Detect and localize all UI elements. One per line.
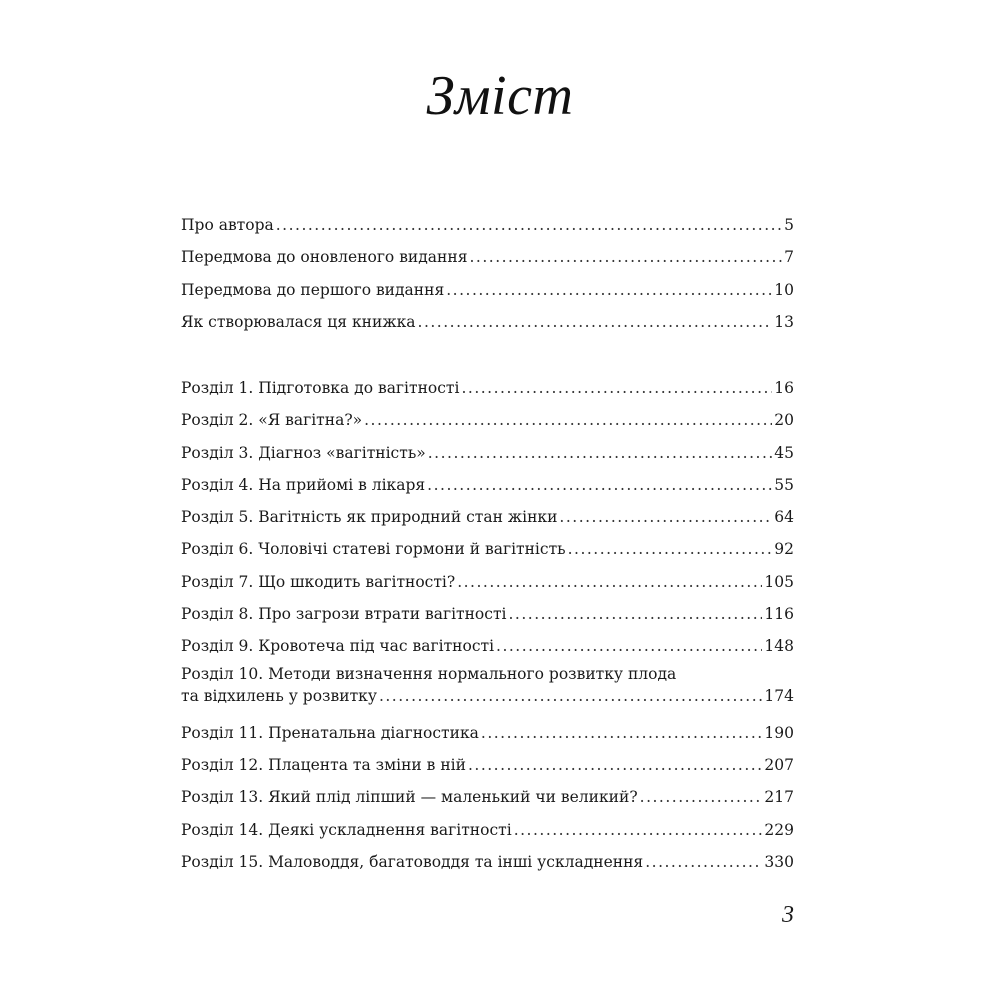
toc-entry-label: Розділ 6. Чоловічі статеві гормони й вагітність bbox=[181, 540, 566, 559]
toc-entry-label: Розділ 15. Маловоддя, багатоводдя та інші ускладнення bbox=[181, 852, 644, 871]
dot-leader bbox=[568, 533, 773, 565]
toc-entry-page: 7 bbox=[784, 248, 794, 267]
toc-entry-label: Розділ 1. Підготовка до вагітності bbox=[181, 379, 460, 397]
toc-entry bbox=[181, 241, 794, 273]
dot-leader bbox=[379, 685, 762, 707]
toc-chapter-entry bbox=[181, 566, 794, 598]
toc-chapter-entry bbox=[181, 437, 794, 469]
toc-entry bbox=[181, 209, 794, 241]
toc-entry-page: 20 bbox=[774, 411, 794, 430]
toc-entry-label: Розділ 5. Вагітність як природний стан жінки bbox=[181, 508, 558, 527]
toc-entry-page: 10 bbox=[774, 280, 794, 299]
toc-entry-page: 174 bbox=[764, 686, 794, 705]
toc-entry-label: Розділ 12. Плацента та зміни в ній bbox=[181, 755, 466, 774]
toc-entry-page: 13 bbox=[774, 312, 794, 331]
toc-entry-label: Розділ 2. «Я вагітна?» bbox=[181, 411, 363, 430]
toc-entry-label: Як створювалася ця книжка bbox=[181, 312, 416, 331]
toc-entry-page: 45 bbox=[774, 443, 794, 462]
toc-entry-label-line2: та відхилень у розвитку bbox=[181, 686, 377, 705]
dot-leader bbox=[276, 209, 782, 241]
toc-entry bbox=[181, 274, 794, 306]
toc-chapter-entry bbox=[181, 814, 794, 846]
toc-entry-label: Передмова до оновленого видання bbox=[181, 248, 468, 267]
toc-chapter-entry bbox=[181, 846, 794, 878]
toc-entry-page: 64 bbox=[774, 508, 794, 527]
toc-entry-label: Розділ 14. Деякі ускладнення вагітності bbox=[181, 820, 512, 839]
dot-leader bbox=[514, 814, 763, 846]
toc-entry-page: 229 bbox=[764, 820, 794, 839]
dot-leader bbox=[418, 306, 773, 338]
toc-entry bbox=[181, 306, 794, 338]
toc-chapter-entry bbox=[181, 630, 794, 662]
toc-entry-page: 92 bbox=[774, 540, 794, 559]
dot-leader bbox=[496, 630, 762, 662]
dot-leader bbox=[481, 717, 763, 749]
toc-chapter-entry bbox=[181, 372, 794, 404]
toc-chapter-entry bbox=[181, 501, 794, 533]
toc-chapter-entry bbox=[181, 533, 794, 565]
dot-leader bbox=[428, 437, 773, 469]
toc-entry-page: 55 bbox=[774, 475, 794, 494]
toc-entry-label-line1: Розділ 10. Методи визначення нормального розвитку плода bbox=[181, 664, 677, 683]
toc-entry-label: Розділ 9. Кровотеча під час вагітності bbox=[181, 637, 495, 656]
page-number: 3 bbox=[782, 902, 794, 928]
toc-chapter-entry bbox=[181, 404, 794, 436]
toc-entry-label: Передмова до першого видання bbox=[181, 280, 445, 299]
toc-entry-page: 190 bbox=[764, 723, 794, 742]
dot-leader bbox=[461, 372, 772, 404]
toc-chapter-entry bbox=[181, 469, 794, 501]
toc-entry-label: Розділ 8. Про загрози втрати вагітності bbox=[181, 605, 507, 624]
toc-entry-label: Розділ 13. Який плід ліпший — маленький чи великий? bbox=[181, 788, 638, 807]
toc-entry-label: Про автора bbox=[181, 216, 274, 234]
toc-entry-page: 16 bbox=[774, 379, 794, 397]
toc-chapter-entry bbox=[181, 598, 794, 630]
toc-entry-page: 330 bbox=[764, 852, 794, 871]
toc-entry-label: Розділ 3. Діагноз «вагітність» bbox=[181, 443, 426, 462]
dot-leader bbox=[468, 749, 762, 781]
dot-leader bbox=[457, 566, 762, 598]
page-title: Зміст bbox=[426, 65, 574, 127]
dot-leader bbox=[446, 274, 772, 306]
dot-leader bbox=[640, 781, 763, 813]
toc-entry-label: Розділ 7. Що шкодить вагітності? bbox=[181, 572, 456, 591]
toc-chapters bbox=[181, 372, 794, 878]
dot-leader bbox=[364, 404, 772, 436]
toc-entry-page: 148 bbox=[764, 637, 794, 656]
toc-entry-page: 207 bbox=[764, 755, 794, 774]
toc-entry-page: 5 bbox=[784, 216, 794, 234]
toc-front-matter bbox=[181, 209, 794, 338]
toc-chapter-entry bbox=[181, 663, 794, 707]
dot-leader bbox=[508, 598, 762, 630]
toc-entry-page: 217 bbox=[764, 788, 794, 807]
toc-entry-label: Розділ 4. На прийомі в лікаря bbox=[181, 475, 426, 494]
toc-entry-label: Розділ 11. Пренатальна діагностика bbox=[181, 723, 479, 742]
toc-chapter-entry bbox=[181, 749, 794, 781]
toc-entry-line2 bbox=[181, 685, 794, 707]
dot-leader bbox=[427, 469, 772, 501]
toc-entry-page: 105 bbox=[764, 572, 794, 591]
toc-entry-page: 116 bbox=[764, 605, 794, 624]
dot-leader bbox=[469, 241, 782, 273]
toc-chapter-entry bbox=[181, 717, 794, 749]
dot-leader bbox=[559, 501, 772, 533]
toc-chapter-entry bbox=[181, 781, 794, 813]
dot-leader bbox=[645, 846, 762, 878]
